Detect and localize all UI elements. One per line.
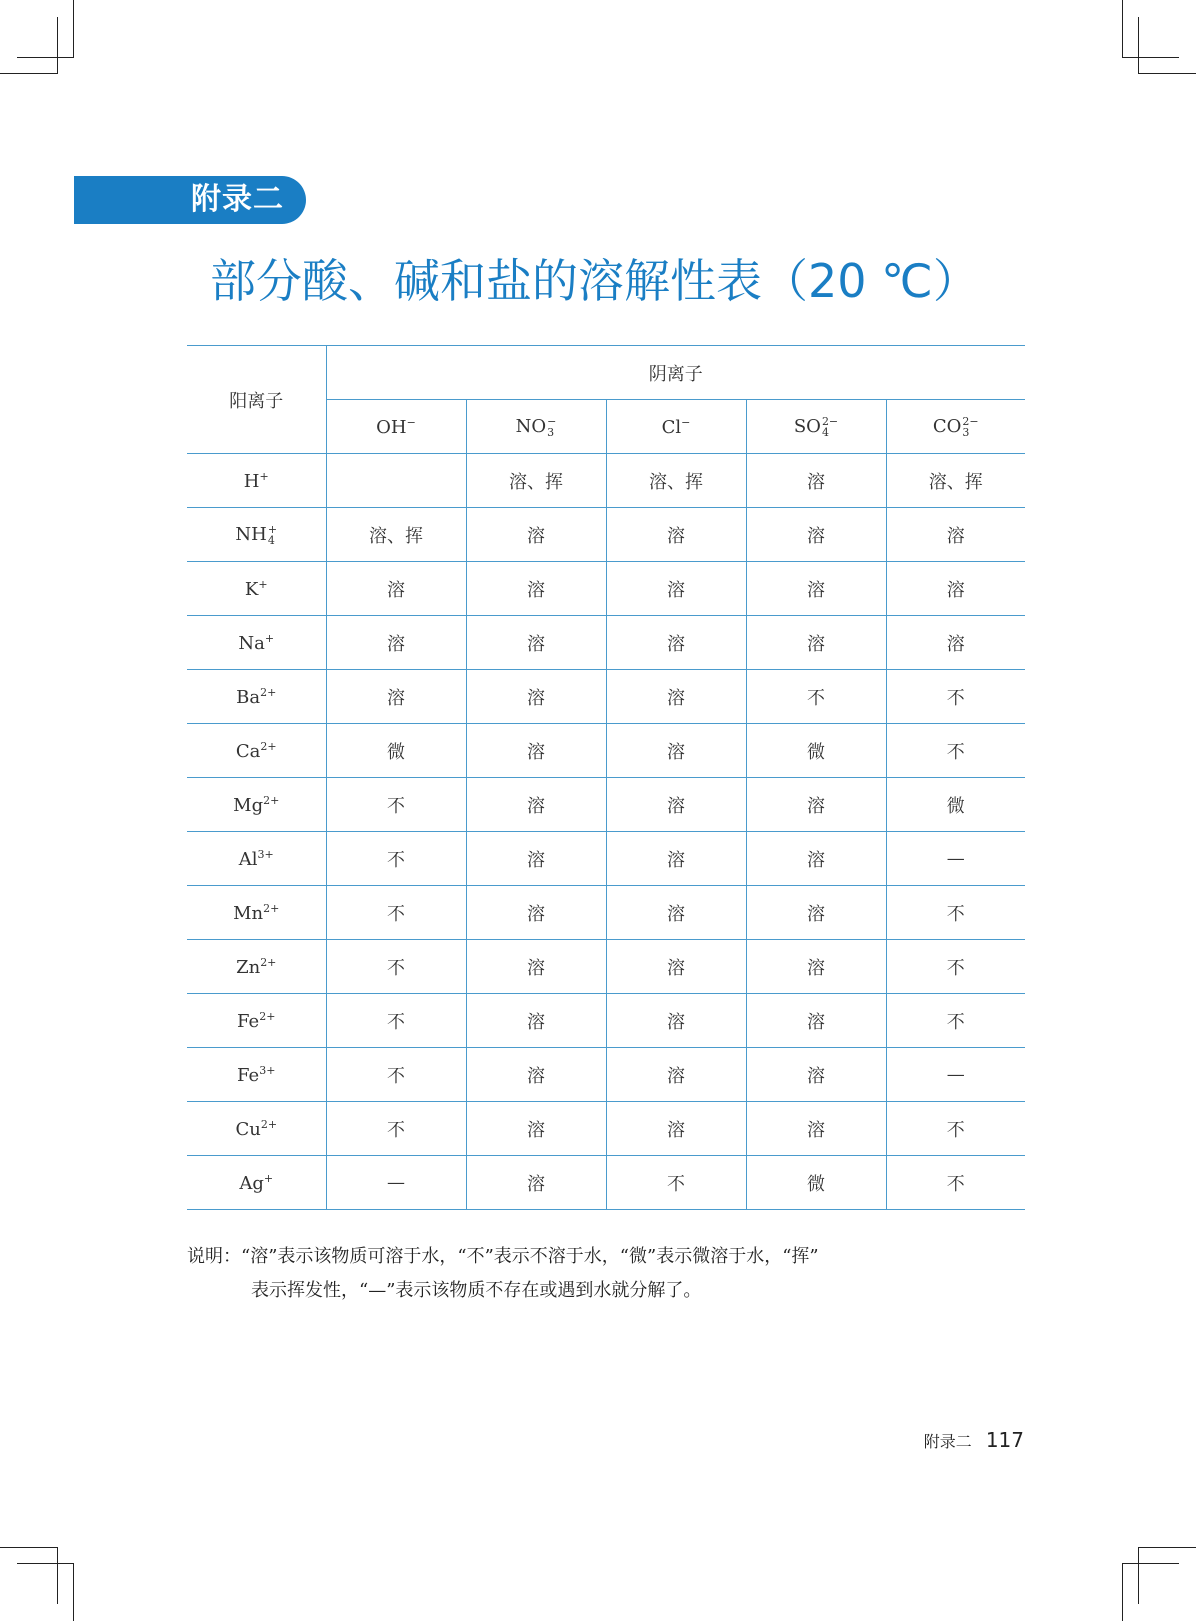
solubility-cell: 溶 <box>466 616 606 670</box>
section-tag: 附录二 <box>74 176 306 224</box>
anion-ion <box>933 416 979 437</box>
solubility-cell: 溶 <box>606 670 746 724</box>
solubility-cell: — <box>886 832 1025 886</box>
solubility-cell: 溶 <box>746 454 886 508</box>
solubility-cell: 溶 <box>466 886 606 940</box>
anion-column-header <box>326 400 466 454</box>
crop-mark <box>57 17 58 74</box>
cation-ion-symbol: Cu <box>235 1118 261 1140</box>
cation-ion-symbol: Al <box>238 848 258 870</box>
cation-cell <box>187 1156 326 1210</box>
cation-ion-symbol: Ba <box>236 686 261 708</box>
table-row <box>187 778 1025 832</box>
cation-ion-charge: 2+ <box>263 793 280 807</box>
cation-ion-symbol: Fe <box>237 1064 260 1086</box>
solubility-cell: 溶、挥 <box>326 508 466 562</box>
cation-ion <box>244 471 269 492</box>
solubility-cell: 不 <box>886 994 1025 1048</box>
solubility-cell: 溶 <box>886 616 1025 670</box>
table-row <box>187 454 1025 508</box>
solubility-cell: 溶 <box>326 616 466 670</box>
solubility-cell: 不 <box>326 1048 466 1102</box>
solubility-cell: 溶 <box>606 994 746 1048</box>
cation-ion-symbol: Mn <box>233 902 264 924</box>
cation-ion-symbol: Ca <box>235 740 261 762</box>
cation-ion-symbol: H <box>243 470 260 492</box>
solubility-cell: 溶 <box>466 562 606 616</box>
crop-mark <box>1139 73 1196 74</box>
solubility-cell: 溶、挥 <box>606 454 746 508</box>
cation-cell <box>187 1048 326 1102</box>
anion-ion-subscript: 4 <box>821 425 829 439</box>
cation-cell <box>187 886 326 940</box>
cation-ion-charge: 2+ <box>263 901 280 915</box>
crop-mark <box>0 1547 57 1548</box>
solubility-cell: 微 <box>746 724 886 778</box>
solubility-cell: 溶 <box>606 832 746 886</box>
solubility-cell: 溶 <box>326 670 466 724</box>
cation-ion <box>237 1065 275 1086</box>
cation-ion-charge: 2+ <box>260 685 277 699</box>
cation-cell <box>187 562 326 616</box>
solubility-cell: 溶 <box>466 508 606 562</box>
solubility-cell: 溶、挥 <box>466 454 606 508</box>
cation-ion <box>233 795 279 816</box>
solubility-cell: 溶 <box>746 508 886 562</box>
anion-ion-symbol: OH <box>376 416 407 438</box>
solubility-cell: 溶、挥 <box>886 454 1025 508</box>
anion-column-header <box>606 400 746 454</box>
crop-mark <box>73 0 74 58</box>
table-row <box>187 886 1025 940</box>
table-row <box>187 1156 1025 1210</box>
solubility-cell: 溶 <box>326 562 466 616</box>
anion-ion-charge: − <box>406 415 416 429</box>
solubility-cell: 溶 <box>606 508 746 562</box>
solubility-cell: — <box>886 1048 1025 1102</box>
cation-ion-subscript: 4 <box>267 533 275 547</box>
solubility-cell: 不 <box>326 1102 466 1156</box>
solubility-cell: 溶 <box>746 1048 886 1102</box>
solubility-cell <box>326 454 466 508</box>
solubility-cell: 溶 <box>746 616 886 670</box>
anion-ion-subscript: 3 <box>962 425 970 439</box>
solubility-cell: 溶 <box>466 1048 606 1102</box>
cation-cell <box>187 832 326 886</box>
anion-column-header <box>746 400 886 454</box>
cation-cell <box>187 778 326 832</box>
solubility-cell: 溶 <box>466 724 606 778</box>
page-number: 117 <box>985 1428 1024 1452</box>
cation-header: 阳离子 <box>187 346 326 454</box>
cation-ion-charge: 2+ <box>259 1009 276 1023</box>
solubility-cell: 溶 <box>606 778 746 832</box>
table-row <box>187 724 1025 778</box>
crop-mark <box>1122 57 1179 58</box>
cation-ion-symbol: Mg <box>233 794 264 816</box>
cation-ion <box>236 687 276 708</box>
solubility-cell: 溶 <box>606 1048 746 1102</box>
cation-ion-charge: + <box>263 1171 274 1185</box>
table-note <box>187 1240 1027 1308</box>
table-row <box>187 994 1025 1048</box>
solubility-cell: 溶 <box>606 616 746 670</box>
solubility-cell: 不 <box>886 670 1025 724</box>
cation-cell <box>187 454 326 508</box>
solubility-cell: 溶 <box>466 940 606 994</box>
crop-mark <box>17 1563 74 1564</box>
cation-ion-charge: 3+ <box>257 847 274 861</box>
anion-ion <box>794 416 838 437</box>
solubility-cell: 微 <box>326 724 466 778</box>
table-row <box>187 1048 1025 1102</box>
note-line-2: 表示挥发性，“—”表示该物质不存在或遇到水就分解了。 <box>251 1280 702 1301</box>
solubility-cell: 不 <box>886 1156 1025 1210</box>
solubility-cell: 微 <box>886 778 1025 832</box>
cation-ion-charge: 3+ <box>259 1063 276 1077</box>
solubility-cell: 溶 <box>466 778 606 832</box>
crop-mark <box>1138 17 1139 74</box>
anion-ion-charge: 2− <box>962 414 979 428</box>
solubility-cell: 溶 <box>466 670 606 724</box>
solubility-cell: 溶 <box>886 562 1025 616</box>
footer-section: 附录二 <box>923 1432 972 1451</box>
cation-ion <box>237 1011 275 1032</box>
crop-mark <box>1138 1547 1139 1604</box>
cation-cell <box>187 940 326 994</box>
anion-ion <box>662 417 691 438</box>
solubility-cell: 不 <box>886 886 1025 940</box>
anion-ion-charge: − <box>547 414 557 428</box>
crop-mark <box>1139 1547 1196 1548</box>
anion-column-header <box>886 400 1025 454</box>
cation-ion <box>239 1173 273 1194</box>
cation-ion-charge: + <box>258 577 268 591</box>
anion-ion-symbol: Cl <box>661 416 682 438</box>
solubility-cell: 不 <box>326 832 466 886</box>
page-footer <box>924 1428 1024 1452</box>
cation-ion-symbol: Ag <box>239 1172 264 1194</box>
crop-mark <box>57 1547 58 1604</box>
solubility-cell: 溶 <box>746 832 886 886</box>
anion-column-header <box>466 400 606 454</box>
solubility-table <box>187 345 1025 1210</box>
table-row <box>187 616 1025 670</box>
solubility-cell: 不 <box>886 724 1025 778</box>
cation-ion-charge: 2+ <box>260 1117 278 1131</box>
solubility-cell: 溶 <box>746 886 886 940</box>
solubility-cell: 不 <box>886 940 1025 994</box>
cation-ion <box>236 741 277 762</box>
solubility-cell: 溶 <box>746 1102 886 1156</box>
crop-mark <box>1122 1563 1179 1564</box>
cation-ion <box>236 957 276 978</box>
table-row <box>187 508 1025 562</box>
cation-cell <box>187 508 326 562</box>
solubility-cell: 溶 <box>606 940 746 994</box>
solubility-cell: 溶 <box>606 886 746 940</box>
cation-ion-symbol: NH <box>235 523 267 545</box>
cation-ion-symbol: K <box>244 578 259 600</box>
crop-mark <box>0 73 57 74</box>
cation-ion <box>235 524 277 545</box>
solubility-cell: 不 <box>326 994 466 1048</box>
solubility-cell: 溶 <box>606 562 746 616</box>
cation-ion <box>245 579 268 600</box>
solubility-cell: 溶 <box>606 1102 746 1156</box>
table-row <box>187 940 1025 994</box>
cation-ion <box>235 1119 277 1140</box>
anion-header: 阴离子 <box>326 346 1025 400</box>
solubility-cell: 不 <box>326 778 466 832</box>
cation-cell <box>187 1102 326 1156</box>
solubility-cell: — <box>326 1156 466 1210</box>
solubility-cell: 不 <box>326 886 466 940</box>
crop-mark <box>1122 1563 1123 1621</box>
cation-cell <box>187 994 326 1048</box>
crop-mark <box>73 1563 74 1621</box>
cation-ion-charge: 2+ <box>260 739 277 753</box>
solubility-cell: 溶 <box>746 778 886 832</box>
anion-ion-charge: 2− <box>821 414 839 428</box>
solubility-cell: 溶 <box>606 724 746 778</box>
cation-ion-charge: 2+ <box>260 955 277 969</box>
cation-ion <box>239 849 274 870</box>
anion-ion-charge: − <box>681 415 691 429</box>
solubility-cell: 溶 <box>466 1102 606 1156</box>
solubility-cell: 溶 <box>746 562 886 616</box>
cation-ion-symbol: Na <box>238 632 265 654</box>
table-row <box>187 562 1025 616</box>
crop-mark <box>17 57 74 58</box>
anion-ion <box>376 417 416 438</box>
cation-ion-charge: + <box>264 631 275 645</box>
crop-mark <box>1122 0 1123 58</box>
table-row <box>187 1102 1025 1156</box>
solubility-cell: 溶 <box>886 508 1025 562</box>
page-title: 部分酸、碱和盐的溶解性表（20 ℃） <box>210 254 979 308</box>
solubility-cell: 不 <box>886 1102 1025 1156</box>
solubility-cell: 溶 <box>466 832 606 886</box>
anion-ion-subscript: 3 <box>547 425 555 439</box>
solubility-cell: 溶 <box>746 940 886 994</box>
cation-ion <box>238 633 274 654</box>
cation-ion-symbol: Fe <box>237 1010 260 1032</box>
anion-ion <box>516 416 557 437</box>
cation-cell <box>187 616 326 670</box>
note-line-1: 说明：“溶”表示该物质可溶于水，“不”表示不溶于水，“微”表示微溶于水，“挥” <box>187 1246 819 1267</box>
solubility-cell: 不 <box>746 670 886 724</box>
solubility-cell: 微 <box>746 1156 886 1210</box>
solubility-cell: 溶 <box>746 994 886 1048</box>
anion-ion-symbol: CO <box>932 415 962 437</box>
cation-ion-symbol: Zn <box>236 956 261 978</box>
anion-ion-symbol: SO <box>793 415 821 437</box>
table-row <box>187 832 1025 886</box>
solubility-cell: 不 <box>606 1156 746 1210</box>
cation-ion-charge: + <box>259 469 269 483</box>
solubility-cell: 不 <box>326 940 466 994</box>
cation-cell <box>187 724 326 778</box>
cation-cell <box>187 670 326 724</box>
cation-ion <box>233 903 279 924</box>
cation-ion-charge: + <box>267 522 278 536</box>
solubility-cell: 溶 <box>466 994 606 1048</box>
solubility-cell: 溶 <box>466 1156 606 1210</box>
anion-ion-symbol: NO <box>515 415 547 437</box>
table-row <box>187 670 1025 724</box>
